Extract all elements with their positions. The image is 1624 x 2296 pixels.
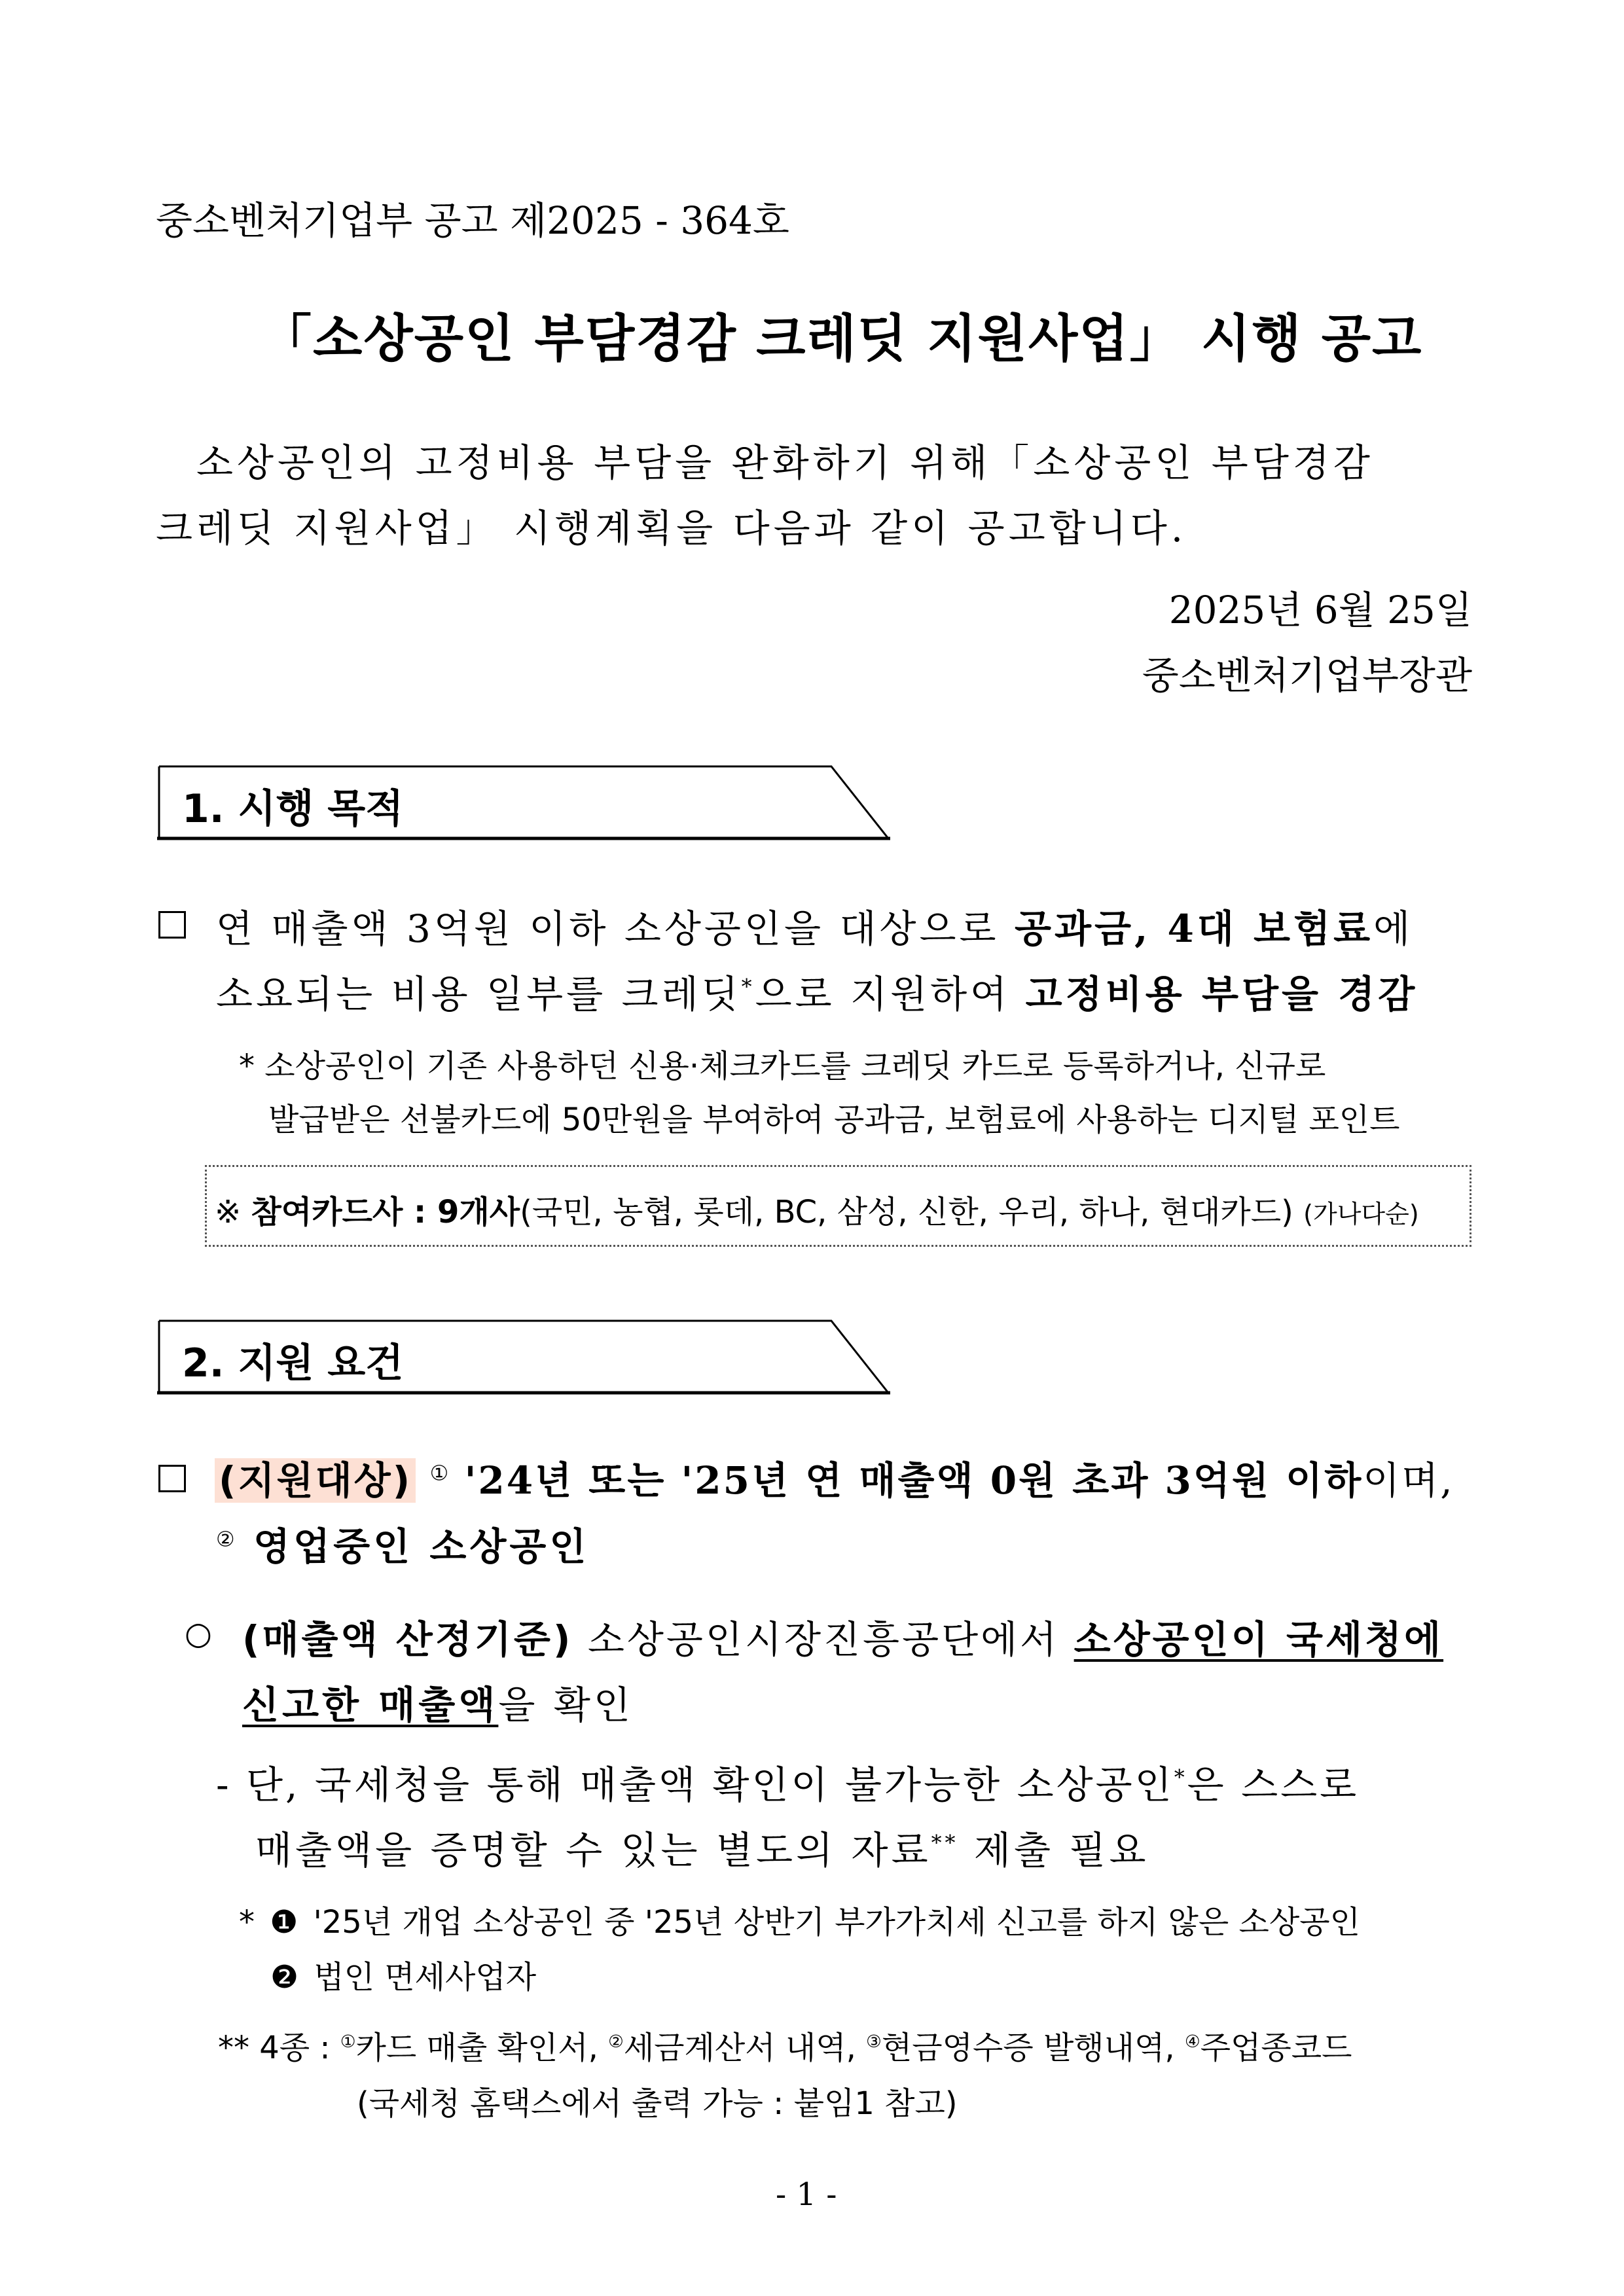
bullet-icon: ○ <box>185 1615 212 1652</box>
checkbox-icon <box>158 911 186 939</box>
text: 연 매출액 3억원 이하 소상공인을 대상으로 <box>216 906 1015 951</box>
footnote-text: 법인 면세사업자 <box>314 1959 537 1996</box>
text: 에 <box>1373 906 1414 951</box>
sales-criteria-emphasis: 신고한 매출액 <box>242 1683 499 1727</box>
circled-number: ② <box>608 2032 624 2052</box>
issuer: 중소벤처기업부장관 <box>1142 653 1472 698</box>
text: 제출 필요 <box>958 1828 1149 1873</box>
footnote-mark: ** 4종 : <box>218 2030 340 2066</box>
dash-item-line-1 <box>216 1754 1359 1809</box>
footnote-mark: * <box>239 1904 255 1941</box>
circled-number: ④ <box>1184 2032 1200 2052</box>
footnote-text: 카드 매출 확인서, <box>355 2030 609 2066</box>
text: 으로 지원하여 <box>755 972 1026 1016</box>
checkbox-icon <box>158 1465 186 1492</box>
dash-item-line-2 <box>255 1820 1149 1874</box>
footnote-3-line-1 <box>218 2022 1352 2068</box>
support-target-label: (지원대상) <box>215 1458 416 1503</box>
section-1-note-line-1: * 소상공인이 기존 사용하던 신용·체크카드를 크레딧 카드로 등록하거나, 신규로 <box>239 1048 1326 1085</box>
footnote-1 <box>239 1897 1360 1942</box>
footnote-text: 세금계산서 내역, <box>623 2030 867 2066</box>
section-1-para-line-1 <box>216 898 1413 953</box>
cards-count: 9개사 <box>437 1194 520 1230</box>
participating-cards-text <box>215 1187 1419 1232</box>
sales-criteria-label: (매출액 산정기준) <box>242 1617 573 1662</box>
support-target-line-2 <box>216 1516 589 1571</box>
circled-number: ② <box>216 1526 238 1552</box>
footnote-text: 현금영수증 발행내역, <box>881 2030 1185 2066</box>
text-bold: 공과금, 4대 보험료 <box>1015 906 1374 951</box>
sales-criteria-emphasis: 소상공인이 국세청에 <box>1074 1617 1444 1662</box>
circled-number: ① <box>340 2032 356 2052</box>
section-2-heading-box <box>157 1319 890 1396</box>
intro-line-2: 크레딧 지원사업」 시행계획을 다음과 같이 공고합니다. <box>156 506 1187 550</box>
section-1-title: 1. 시행 목적 <box>182 786 404 832</box>
number-1-icon: ❶ <box>270 1904 298 1941</box>
footnote-text: '25년 개업 소상공인 중 '25년 상반기 부가가치세 신고를 하지 않은 소상공인 <box>313 1904 1360 1941</box>
number-2-icon: ❷ <box>270 1959 299 1996</box>
text: 소상공인시장진흥공단에서 <box>573 1617 1074 1662</box>
section-1-heading-box <box>157 764 890 842</box>
sales-criteria-line-2 <box>242 1674 634 1729</box>
support-target-criteria: '24년 또는 '25년 연 매출액 0원 초과 3억원 이하 <box>464 1458 1363 1503</box>
notice-date: 2025년 6월 25일 <box>1168 588 1472 632</box>
notice-number: 중소벤처기업부 공고 제2025 - 364호 <box>156 198 789 243</box>
sales-criteria-line-1 <box>242 1609 1443 1664</box>
footnote-mark: * <box>1174 1765 1187 1790</box>
support-target-business: 영업중인 소상공인 <box>253 1524 590 1569</box>
cards-label: 참여카드사 : <box>251 1194 437 1230</box>
intro-line-1: 소상공인의 고정비용 부담을 완화하기 위해「소상공인 부담경감 <box>196 440 1374 485</box>
section-2-title: 2. 지원 요건 <box>182 1340 404 1386</box>
text: 이며, <box>1363 1458 1454 1503</box>
page-title: 「소상공인 부담경감 크레딧 지원사업」 시행 공고 <box>261 310 1423 368</box>
cards-order-note: (가나다순) <box>1303 1200 1419 1229</box>
section-1-note-line-2: 발급받은 선불카드에 50만원을 부여하여 공과금, 보험료에 사용하는 디지털 포인트 <box>268 1102 1400 1138</box>
reference-mark: ※ <box>215 1194 242 1230</box>
page-number: - 1 - <box>776 2176 837 2213</box>
circled-number: ① <box>429 1460 451 1486</box>
cards-list: (국민, 농협, 롯데, BC, 삼성, 신한, 우리, 하나, 현대카드) <box>520 1194 1293 1230</box>
circled-number: ③ <box>866 2032 882 2052</box>
text: 은 스스로 <box>1187 1763 1360 1807</box>
footnote-mark: ** <box>931 1830 959 1856</box>
text: - 단, 국세청을 통해 매출액 확인이 불가능한 소상공인 <box>216 1763 1174 1807</box>
footnote-mark: * <box>741 974 755 999</box>
support-target-line-1 <box>215 1450 1454 1505</box>
section-1-para-line-2 <box>216 963 1418 1018</box>
text: 매출액을 증명할 수 있는 별도의 자료 <box>255 1828 931 1873</box>
text: 을 확인 <box>498 1683 634 1727</box>
footnote-3-line-2: (국세청 홈택스에서 출력 가능 : 붙임1 참고) <box>357 2085 958 2122</box>
text: 소요되는 비용 일부를 크레딧 <box>216 972 742 1016</box>
text-bold: 고정비용 부담을 경감 <box>1025 972 1418 1016</box>
footnote-text: 주업종코드 <box>1200 2030 1352 2066</box>
footnote-2 <box>270 1952 536 1997</box>
